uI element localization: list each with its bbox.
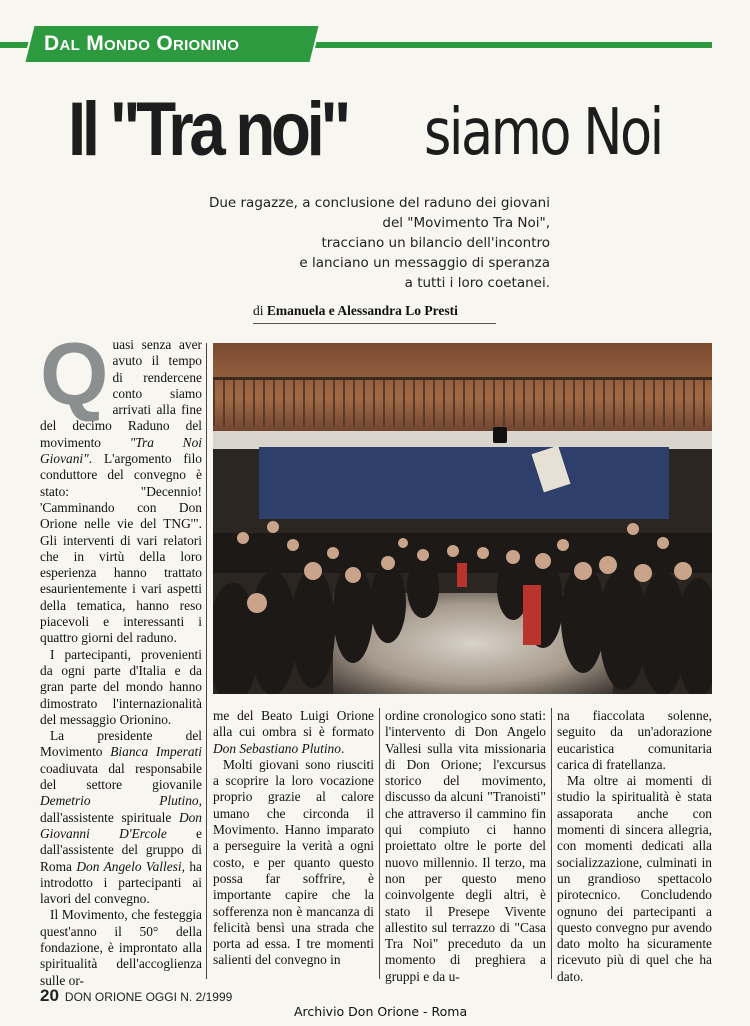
text-run: . bbox=[340, 740, 345, 756]
paragraph: Ma oltre ai momenti di studio la spiritualità è stata assaporata anche con momenti di sincera allegria, con momenti dedicati alla socializzazione, culminati in un grandioso spettacolo pirotecnico. Concludendo ognuno dei partecipanti a questo convegno pur avendo dato molto ha sicuramente ricevuto più di quel che ha dato. bbox=[557, 773, 712, 984]
subtitle-line: e lanciano un messaggio di speranza bbox=[299, 255, 550, 271]
text-em: Don Giovanni D'Ercole bbox=[40, 809, 202, 841]
subtitle-line: a tutti i loro coetanei. bbox=[404, 275, 550, 291]
article-column-2 bbox=[213, 708, 374, 969]
photo-balcony-railing bbox=[213, 377, 712, 426]
text-em: Don Angelo Vallesi bbox=[76, 858, 182, 874]
paragraph: na fiaccolata solenne, seguito da un'adorazione eucaristica comunitaria carica di fratellanza. bbox=[557, 708, 712, 772]
byline bbox=[253, 303, 458, 319]
paragraph: ordine cronologico sono stati: l'intervento di Don Angelo Vallesi sulla vita missionaria di Don Orione; l'excursus storico del movimento, discusso da alcuni "Tranoisti" che attraverso il cammino fin qui compiuto ci hanno proiettato oltre le porte del nuovo millennio. Il terzo, ma non per questo meno coinvolgente degli altri, è stato il Presepe Vivente allestito sul terrazzo di "Casa Tra Noi" preceduto da un momento di preghiera a gruppi e da u- bbox=[385, 708, 546, 984]
text-run: me del Beato Luigi Orione alla cui ombra si è formato bbox=[213, 708, 374, 740]
title-light: siamo Noi bbox=[424, 96, 662, 170]
title-bold: Il "Tra noi" bbox=[68, 87, 348, 172]
text-run: , ha introdotto i partecipanti ai lavori del convegno. bbox=[40, 858, 202, 907]
subtitle-line: tracciano un bilancio dell'incontro bbox=[321, 235, 550, 251]
paragraph bbox=[40, 324, 202, 647]
photo-crowd bbox=[213, 493, 712, 694]
byline-prefix: di bbox=[253, 303, 264, 318]
photo-lamp bbox=[493, 427, 507, 443]
text-run: e dall'assistente del gruppo di Roma bbox=[40, 825, 202, 874]
column-divider bbox=[379, 708, 380, 979]
article-column-3 bbox=[385, 708, 546, 985]
paragraph bbox=[40, 728, 202, 907]
text-run: uasi senza aver avuto il tempo di rendercene conto siamo arrivati alla fine del decimo Raduno del movimento bbox=[40, 337, 202, 450]
page-number: 20 bbox=[40, 986, 59, 1005]
page-footer bbox=[40, 986, 232, 1006]
drop-cap: Q bbox=[40, 324, 109, 423]
archive-credit: Archivio Don Orione - Roma bbox=[294, 1004, 468, 1019]
byline-authors: Emanuela e Alessandra Lo Presti bbox=[266, 303, 458, 318]
publication-name: DON ORIONE OGGI N. 2/1999 bbox=[64, 990, 233, 1004]
subtitle-line: del "Movimento Tra Noi", bbox=[382, 215, 550, 231]
paragraph bbox=[213, 708, 374, 757]
group-photo bbox=[213, 343, 712, 694]
text-em: Demetrio Plutino bbox=[40, 793, 199, 809]
text-em: "Tra Noi Giovani" bbox=[40, 434, 202, 467]
text-run: , dall'assistente spirituale bbox=[40, 793, 202, 825]
text-run: coadiuvata dal responsabile del settore giovanile bbox=[40, 760, 202, 793]
text-run: . L'argomento filo conduttore del convegno è stato: "Decennio! 'Camminando con Don Orione nelle vie del TNG'". Gli interventi di vari relatori che in virtù della loro esperienza hanno trattato esaurientemente i vari aspetti della tematica, hanno reso piacevoli e interessanti i quattro giorni del raduno. bbox=[40, 451, 202, 646]
article-column-1 bbox=[40, 324, 202, 989]
paragraph: Molti giovani sono riusciti a scoprire la loro vocazione proprio grazie al calore umano che circonda il Movimento. Hanno imparato a perseguire la verità a ogni costo, e per quanto questo possa far soffrire, è importante capire che la sofferenza non è mancanza di felicità bensì una strada che porta ad essa. I tre momenti salienti del convegno in bbox=[213, 756, 374, 968]
text-em: Don Sebastiano Plutino bbox=[213, 740, 341, 756]
text-run: La presidente del Movimento bbox=[40, 728, 202, 760]
section-tag: Dal Mondo Orionino bbox=[44, 32, 240, 55]
column-divider bbox=[551, 708, 552, 979]
subtitle bbox=[150, 193, 550, 293]
subtitle-line: Due ragazze, a conclusione del raduno dei giovani bbox=[208, 195, 550, 211]
byline-underline bbox=[253, 323, 496, 324]
article-title bbox=[68, 86, 662, 182]
article-column-4 bbox=[557, 708, 712, 985]
paragraph: Il Movimento, che festeggia quest'anno il 50° della fondazione, è improntato alla spiritualità dell'accoglienza sulle or- bbox=[40, 907, 202, 988]
column-divider bbox=[206, 343, 207, 979]
paragraph: I partecipanti, provenienti da ogni parte d'Italia e da gran parte del mondo hanno dimostrato l'internazionalità del messaggio Orionino. bbox=[40, 646, 202, 727]
text-em: Bianca Imperati bbox=[110, 744, 202, 760]
